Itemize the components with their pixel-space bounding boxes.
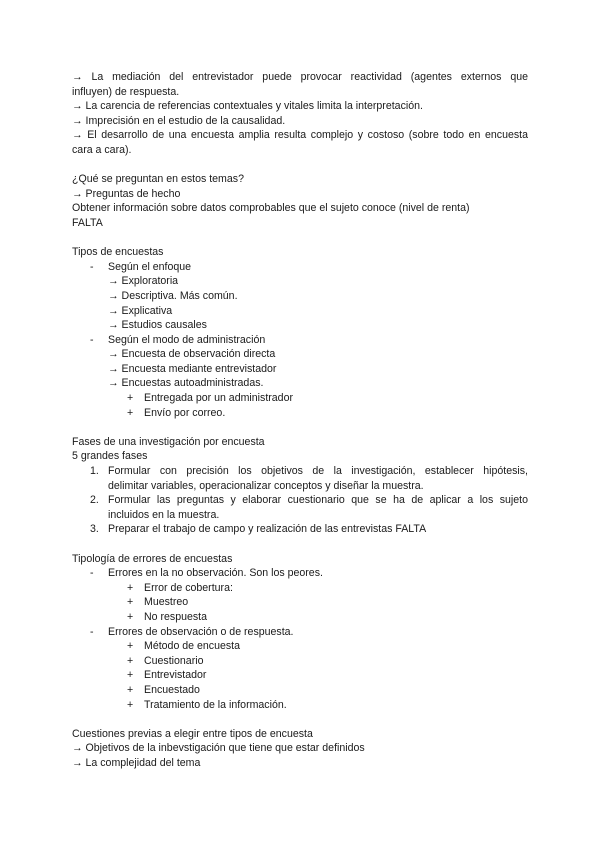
fases-item-1-line-b: delimitar variables, operacionalizar conceptos y diseñar la muestra. xyxy=(108,479,424,492)
tipos-correo-label: Envío por correo. xyxy=(144,406,226,419)
preguntas-hecho: → Preguntas de hecho xyxy=(72,187,181,200)
fases-item-1 xyxy=(72,464,528,479)
spacer xyxy=(72,158,528,173)
fases-item-2 xyxy=(72,493,528,508)
errores-metodo-label: Método de encuesta xyxy=(144,640,241,653)
errores-title: Tipología de errores de encuestas xyxy=(72,552,233,565)
errores-cuestionario-item xyxy=(72,654,528,669)
tipos-entrevistador: → Encuesta mediante entrevistador xyxy=(108,362,277,375)
intro-line-3: → La carencia de referencias contextuales y vitales limita la interpretación. xyxy=(72,100,423,113)
errores-metodo-item xyxy=(72,639,528,654)
spacer xyxy=(72,231,528,246)
list-number: 3. xyxy=(90,523,99,536)
tipos-enfoque-label: Según el enfoque xyxy=(108,260,192,273)
preguntas-question: ¿Qué se preguntan en estos temas? xyxy=(72,173,244,186)
errores-no-respuesta-item xyxy=(72,610,528,625)
errores-no-obs-label: Errores en la no observación. Son los peores. xyxy=(108,567,323,580)
fases-item-3-text: Preparar el trabajo de campo y realización de las entrevistas FALTA xyxy=(108,523,427,536)
tipos-exploratoria: → Exploratoria xyxy=(108,275,179,288)
intro-line-6: cara a cara). xyxy=(72,143,132,156)
plus-bullet: + xyxy=(127,654,134,667)
plus-bullet: + xyxy=(127,640,134,653)
plus-bullet: + xyxy=(127,596,134,609)
errores-muestreo-label: Muestreo xyxy=(144,596,189,609)
errores-entrevistador-item xyxy=(72,668,528,683)
errores-cobertura-item xyxy=(72,581,528,596)
plus-bullet: + xyxy=(127,406,134,419)
fases-item-2-line-b: incluidos en la muestra. xyxy=(108,508,220,521)
errores-encuestado-label: Encuestado xyxy=(144,683,200,696)
intro-line-1: → La mediación del entrevistador puede provocar reactividad (agentes externos que xyxy=(72,71,528,83)
cuestiones-title: Cuestiones previas a elegir entre tipos de encuesta xyxy=(72,727,313,740)
dash-bullet: - xyxy=(90,625,94,638)
plus-bullet: + xyxy=(127,581,134,594)
errores-obs-label: Errores de observación o de respuesta. xyxy=(108,625,294,638)
errores-muestreo-item xyxy=(72,595,528,610)
fases-item-2-line-a: Formular las preguntas y elaborar cuestionario que se ha de aplicar a los sujeto xyxy=(108,494,528,507)
preguntas-description: Obtener información sobre datos comprobables que el sujeto conoce (nivel de renta) xyxy=(72,202,470,215)
tipos-observacion: → Encuesta de observación directa xyxy=(108,348,276,361)
list-number: 2. xyxy=(90,494,99,507)
tipos-modo-label: Según el modo de administración xyxy=(108,333,266,346)
preguntas-falta: FALTA xyxy=(72,216,103,229)
plus-bullet: + xyxy=(127,669,134,682)
errores-tratamiento-label: Tratamiento de la información. xyxy=(144,698,287,711)
plus-bullet: + xyxy=(127,610,134,623)
fases-subtitle: 5 grandes fases xyxy=(72,450,148,463)
tipos-enfoque-item xyxy=(72,260,528,275)
cuestiones-complejidad: → La complejidad del tema xyxy=(72,756,201,769)
intro-line-5: → El desarrollo de una encuesta amplia resulta complejo y costoso (sobre todo en encuesta xyxy=(72,129,528,142)
errores-cobertura-label: Error de cobertura: xyxy=(144,581,233,594)
tipos-modo-item xyxy=(72,333,528,348)
fases-item-3 xyxy=(72,522,528,537)
plus-bullet: + xyxy=(127,698,134,711)
tipos-autoadmin: → Encuestas autoadministradas. xyxy=(108,377,264,390)
plus-bullet: + xyxy=(127,392,134,405)
tipos-descriptiva: → Descriptiva. Más común. xyxy=(108,289,238,302)
tipos-causales: → Estudios causales xyxy=(108,319,207,332)
errores-no-respuesta-label: No respuesta xyxy=(144,610,208,623)
errores-obs-item xyxy=(72,625,528,640)
fases-item-1-line-a: Formular con precisión los objetivos de la investigación, establecer hipótesis, xyxy=(108,465,528,478)
tipos-correo-item xyxy=(72,406,528,421)
errores-cuestionario-label: Cuestionario xyxy=(144,654,204,667)
intro-line-2: influyen) de respuesta. xyxy=(72,85,180,98)
fases-title: Fases de una investigación por encuesta xyxy=(72,435,265,448)
cuestiones-objetivos: → Objetivos de la inbevstigación que tiene que estar definidos xyxy=(72,742,365,755)
intro-line-4: → Imprecisión en el estudio de la causalidad. xyxy=(72,114,286,127)
errores-tratamiento-item xyxy=(72,698,528,713)
dash-bullet: - xyxy=(90,567,94,580)
dash-bullet: - xyxy=(90,333,94,346)
tipos-entregada-label: Entregada por un administrador xyxy=(144,392,293,405)
errores-entrevistador-label: Entrevistador xyxy=(144,669,207,682)
plus-bullet: + xyxy=(127,683,134,696)
spacer xyxy=(72,712,528,727)
tipos-title: Tipos de encuestas xyxy=(72,246,164,259)
errores-no-obs-item xyxy=(72,566,528,581)
spacer xyxy=(72,537,528,552)
dash-bullet: - xyxy=(90,260,94,273)
spacer xyxy=(72,420,528,435)
errores-encuestado-item xyxy=(72,683,528,698)
document-page xyxy=(72,70,528,771)
tipos-entregada-item xyxy=(72,391,528,406)
list-number: 1. xyxy=(90,465,99,478)
tipos-explicativa: → Explicativa xyxy=(108,304,173,317)
